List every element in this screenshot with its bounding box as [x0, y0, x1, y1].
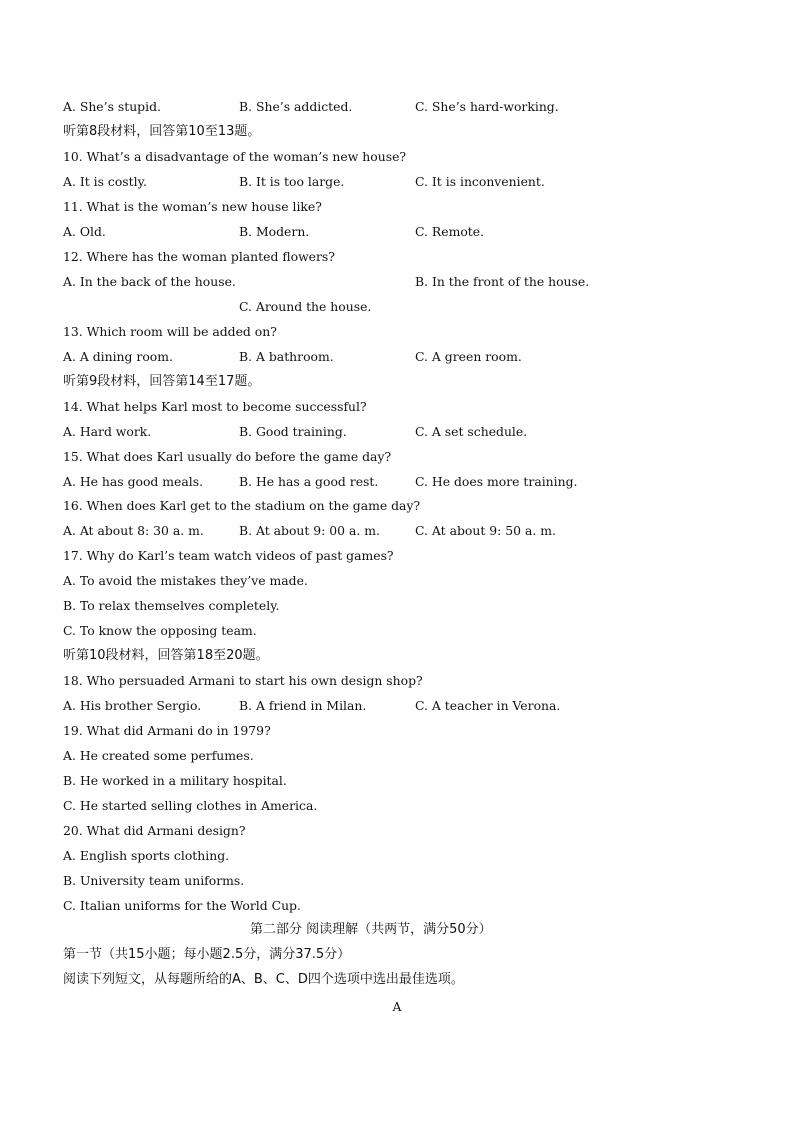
question-17: 17. Why do Karl’s team watch videos of past games?: [63, 548, 394, 563]
question-10: 10. What’s a disadvantage of the woman’s new house?: [63, 149, 407, 164]
question-16: 16. When does Karl get to the stadium on the game day?: [63, 498, 421, 513]
question-20: 20. What did Armani design?: [63, 823, 246, 838]
option-a: A. A dining room.: [63, 349, 173, 364]
question-19: 19. What did Armani do in 1979?: [63, 723, 271, 738]
part2-title: 第二部分 阅读理解（共两节，满分50分）: [250, 922, 492, 937]
option-c: C. He does more training.: [415, 474, 578, 489]
option-c: C. A green room.: [415, 349, 522, 364]
question-12: 12. Where has the woman planted flowers?: [63, 249, 335, 264]
option-c: C. It is inconvenient.: [415, 174, 545, 189]
option-b: B. Good training.: [239, 424, 347, 439]
question-13: 13. Which room will be added on?: [63, 324, 277, 339]
option-a: A. Hard work.: [63, 424, 152, 439]
passage-label: A: [392, 999, 402, 1014]
option-a: A. At about 8: 30 a. m.: [63, 523, 204, 538]
option-a: A. He has good meals.: [63, 474, 204, 489]
option-b: B. A friend in Milan.: [239, 698, 367, 713]
option-b: B. It is too large.: [239, 174, 345, 189]
q20-option-a: A. English sports clothing.: [63, 848, 230, 863]
question-15: 15. What does Karl usually do before the game day?: [63, 449, 392, 464]
question-14: 14. What helps Karl most to become successful?: [63, 399, 367, 414]
option-c: C. A set schedule.: [415, 424, 528, 439]
q19-option-c: C. He started selling clothes in America.: [63, 798, 318, 813]
option-b: B. A bathroom.: [239, 349, 334, 364]
q17-option-c: C. To know the opposing team.: [63, 623, 257, 638]
option-a: A. It is costly.: [63, 174, 147, 189]
section10-instruction: 听第10段材料，回答第18至20题。: [63, 648, 269, 663]
reading-instruction: 阅读下列短文，从每题所给的A、B、C、D四个选项中选出最佳选项。: [63, 972, 464, 987]
question-18: 18. Who persuaded Armani to start his own design shop?: [63, 673, 423, 688]
q19-option-a: A. He created some perfumes.: [63, 748, 254, 763]
q17-option-a: A. To avoid the mistakes they’ve made.: [63, 573, 308, 588]
section1-title: 第一节（共15小题；每小题2.5分，满分37.5分）: [63, 947, 351, 962]
q19-option-b: B. He worked in a military hospital.: [63, 773, 287, 788]
option-b: B. At about 9: 00 a. m.: [239, 523, 380, 538]
question-11: 11. What is the woman’s new house like?: [63, 199, 322, 214]
section9-instruction: 听第9段材料，回答第14至17题。: [63, 374, 261, 389]
option-a: A. In the back of the house.: [63, 274, 236, 289]
section8-instruction: 听第8段材料，回答第10至13题。: [63, 124, 261, 139]
option-a: A. Old.: [63, 224, 106, 239]
option-b: B. She’s addicted.: [239, 99, 353, 114]
option-c: C. She’s hard-working.: [415, 99, 559, 114]
option-a: A. She’s stupid.: [63, 99, 161, 114]
q17-option-b: B. To relax themselves completely.: [63, 598, 280, 613]
option-c: C. A teacher in Verona.: [415, 698, 561, 713]
option-c: C. Around the house.: [239, 299, 372, 314]
q20-option-b: B. University team uniforms.: [63, 873, 245, 888]
option-c: C. Remote.: [415, 224, 485, 239]
option-b: B. He has a good rest.: [239, 474, 379, 489]
option-b: B. Modern.: [239, 224, 310, 239]
q20-option-c: C. Italian uniforms for the World Cup.: [63, 898, 301, 913]
option-a: A. His brother Sergio.: [63, 698, 202, 713]
option-b: B. In the front of the house.: [415, 274, 590, 289]
option-c: C. At about 9: 50 a. m.: [415, 523, 556, 538]
